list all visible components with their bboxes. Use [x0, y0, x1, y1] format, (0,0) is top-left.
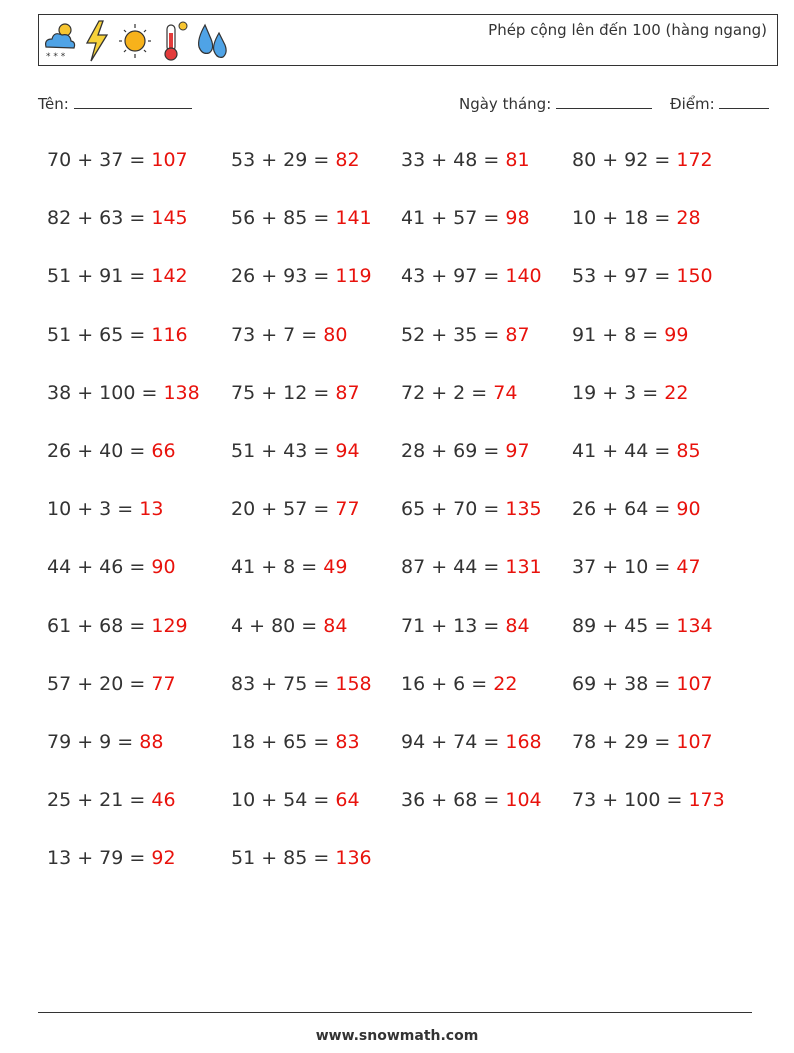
problem-answer: 81: [505, 149, 530, 171]
problem-question: 10 + 18 =: [572, 207, 677, 230]
name-line[interactable]: [74, 94, 192, 109]
problem-question: 87 + 44 =: [401, 556, 506, 579]
problem-question: 65 + 70 =: [401, 498, 506, 521]
worksheet-title: Phép cộng lên đến 100 (hàng ngang): [488, 21, 767, 39]
problem-answer: 47: [676, 556, 701, 579]
problem-item: [401, 615, 530, 637]
problem-item: [47, 673, 176, 695]
problem-answer: 84: [323, 614, 348, 637]
problem-question: 78 + 29 =: [572, 731, 677, 753]
problem-item: [47, 382, 200, 404]
problem-answer: 141: [335, 207, 372, 230]
problem-question: 36 + 68 =: [401, 789, 506, 812]
problem-question: 94 + 74 =: [401, 731, 506, 753]
problem-question: 51 + 91 =: [47, 265, 152, 288]
problem-item: [231, 498, 360, 520]
problem-answer: 107: [151, 149, 188, 171]
problem-question: 20 + 57 =: [231, 498, 336, 521]
score-field: [670, 94, 769, 113]
problem-item: [572, 324, 688, 346]
problem-item: [47, 731, 163, 753]
problem-item: [231, 847, 372, 869]
problem-answer: 145: [151, 207, 188, 230]
problem-item: [47, 847, 176, 869]
problem-answer: 107: [676, 672, 713, 695]
problem-question: 44 + 46 =: [47, 556, 152, 579]
problem-answer: 80: [323, 323, 348, 346]
problem-item: [572, 207, 701, 229]
problem-item: [231, 789, 360, 811]
problem-question: 51 + 65 =: [47, 323, 152, 346]
footer-url: www.snowmath.com: [315, 1028, 479, 1044]
problem-question: 16 + 6 =: [401, 672, 494, 695]
problem-question: 37 + 10 =: [572, 556, 677, 579]
problem-question: 19 + 3 =: [572, 381, 665, 404]
problem-answer: 64: [335, 789, 360, 812]
problem-item: [47, 149, 188, 171]
problem-item: [231, 673, 372, 695]
problem-item: [401, 382, 517, 404]
problem-question: 71 + 13 =: [401, 614, 506, 637]
problem-question: 69 + 38 =: [572, 672, 677, 695]
name-field: [38, 94, 192, 113]
problem-answer: 87: [335, 381, 360, 404]
problem-question: 80 + 92 =: [572, 149, 677, 171]
problem-answer: 92: [151, 847, 176, 870]
water-drops-icon: [193, 17, 229, 63]
problem-answer: 49: [323, 556, 348, 579]
problem-item: [572, 556, 701, 578]
problem-question: 89 + 45 =: [572, 614, 677, 637]
problem-question: 82 + 63 =: [47, 207, 152, 230]
problem-item: [572, 615, 713, 637]
problem-question: 53 + 97 =: [572, 265, 677, 288]
problem-item: [47, 556, 176, 578]
problem-question: 18 + 65 =: [231, 731, 336, 753]
problem-item: [231, 207, 372, 229]
footer-divider: [38, 1012, 752, 1013]
problem-item: [231, 382, 360, 404]
problem-question: 10 + 3 =: [47, 498, 140, 521]
problem-question: 25 + 21 =: [47, 789, 152, 812]
problem-answer: 136: [335, 847, 372, 870]
problem-item: [231, 615, 347, 637]
problem-question: 13 + 79 =: [47, 847, 152, 870]
problem-answer: 97: [505, 440, 530, 462]
problem-item: [401, 673, 517, 695]
problem-question: 70 + 37 =: [47, 149, 152, 171]
problem-answer: 138: [163, 381, 200, 404]
problem-item: [572, 149, 713, 171]
date-line[interactable]: [556, 94, 652, 109]
problem-item: [572, 731, 713, 753]
problem-question: 91 + 8 =: [572, 323, 665, 346]
problem-item: [572, 382, 688, 404]
cloud-snow-sun-icon: [41, 17, 77, 63]
problem-answer: 134: [676, 614, 713, 637]
problem-question: 83 + 75 =: [231, 672, 336, 695]
thermometer-icon: [155, 17, 191, 63]
problem-answer: 131: [505, 556, 542, 579]
problem-answer: 22: [664, 381, 689, 404]
date-label: Ngày tháng:: [459, 95, 552, 113]
score-label: Điểm:: [670, 95, 715, 113]
problem-item: [572, 673, 713, 695]
problem-question: 41 + 57 =: [401, 207, 506, 230]
problem-answer: 88: [139, 731, 164, 753]
problem-question: 38 + 100 =: [47, 381, 164, 404]
problem-question: 4 + 80 =: [231, 614, 324, 637]
problem-item: [572, 265, 713, 287]
problem-item: [47, 498, 163, 520]
problem-answer: 74: [493, 381, 518, 404]
problem-item: [572, 440, 701, 462]
problem-item: [401, 440, 530, 462]
score-line[interactable]: [719, 94, 769, 109]
problem-answer: 94: [335, 440, 360, 462]
problem-answer: 82: [335, 149, 360, 171]
problem-answer: 77: [335, 498, 360, 521]
problem-answer: 28: [676, 207, 701, 230]
problem-question: 52 + 35 =: [401, 323, 506, 346]
header-box: [38, 14, 778, 66]
problem-item: [572, 789, 725, 811]
problem-answer: 90: [676, 498, 701, 521]
problem-item: [47, 207, 188, 229]
problem-item: [47, 265, 188, 287]
problem-answer: 98: [505, 207, 530, 230]
problem-item: [401, 556, 542, 578]
problem-answer: 172: [676, 149, 713, 171]
problem-answer: 140: [505, 265, 542, 288]
problem-answer: 22: [493, 672, 518, 695]
problem-question: 41 + 44 =: [572, 440, 677, 462]
problem-item: [231, 149, 360, 171]
problem-question: 51 + 43 =: [231, 440, 336, 462]
problem-item: [401, 265, 542, 287]
icon-strip: [41, 17, 229, 63]
problem-answer: 116: [151, 323, 188, 346]
problem-answer: 150: [676, 265, 713, 288]
problem-question: 41 + 8 =: [231, 556, 324, 579]
problem-answer: 90: [151, 556, 176, 579]
problem-question: 72 + 2 =: [401, 381, 494, 404]
problem-answer: 84: [505, 614, 530, 637]
problem-answer: 99: [664, 323, 689, 346]
svg-text:* * *: * * *: [46, 52, 66, 62]
problem-question: 26 + 40 =: [47, 440, 152, 462]
problem-answer: 46: [151, 789, 176, 812]
problem-question: 28 + 69 =: [401, 440, 506, 462]
problem-answer: 168: [505, 731, 542, 753]
problem-question: 61 + 68 =: [47, 614, 152, 637]
problem-item: [231, 265, 372, 287]
problem-item: [231, 440, 360, 462]
problem-answer: 87: [505, 323, 530, 346]
problem-answer: 85: [676, 440, 701, 462]
problem-question: 43 + 97 =: [401, 265, 506, 288]
problem-item: [401, 324, 530, 346]
problem-question: 10 + 54 =: [231, 789, 336, 812]
problem-question: 75 + 12 =: [231, 381, 336, 404]
problem-item: [401, 498, 542, 520]
sun-icon: [117, 17, 153, 63]
problem-item: [401, 207, 530, 229]
problem-question: 33 + 48 =: [401, 149, 506, 171]
problem-answer: 135: [505, 498, 542, 521]
problem-item: [401, 731, 542, 753]
problem-item: [47, 324, 188, 346]
problem-answer: 119: [335, 265, 372, 288]
problem-item: [47, 615, 188, 637]
problem-question: 51 + 85 =: [231, 847, 336, 870]
problem-item: [572, 498, 701, 520]
problem-question: 26 + 64 =: [572, 498, 677, 521]
problem-question: 56 + 85 =: [231, 207, 336, 230]
problem-item: [231, 324, 347, 346]
lightning-icon: [79, 17, 115, 63]
problem-question: 57 + 20 =: [47, 672, 152, 695]
problem-answer: 13: [139, 498, 164, 521]
name-label: Tên:: [38, 95, 69, 113]
problem-item: [47, 440, 176, 462]
problem-answer: 142: [151, 265, 188, 288]
date-field: [459, 94, 652, 113]
problem-answer: 77: [151, 672, 176, 695]
problem-item: [231, 731, 360, 753]
problem-item: [231, 556, 347, 578]
problem-item: [47, 789, 176, 811]
problem-item: [401, 149, 530, 171]
problem-question: 73 + 7 =: [231, 323, 324, 346]
problem-question: 26 + 93 =: [231, 265, 336, 288]
problem-answer: 129: [151, 614, 188, 637]
problem-answer: 107: [676, 731, 713, 753]
problem-answer: 173: [688, 789, 725, 812]
problem-answer: 104: [505, 789, 542, 812]
problem-question: 53 + 29 =: [231, 149, 336, 171]
problem-question: 73 + 100 =: [572, 789, 689, 812]
problem-answer: 83: [335, 731, 360, 753]
problem-answer: 66: [151, 440, 176, 462]
problem-item: [401, 789, 542, 811]
problem-question: 79 + 9 =: [47, 731, 140, 753]
problem-answer: 158: [335, 672, 372, 695]
